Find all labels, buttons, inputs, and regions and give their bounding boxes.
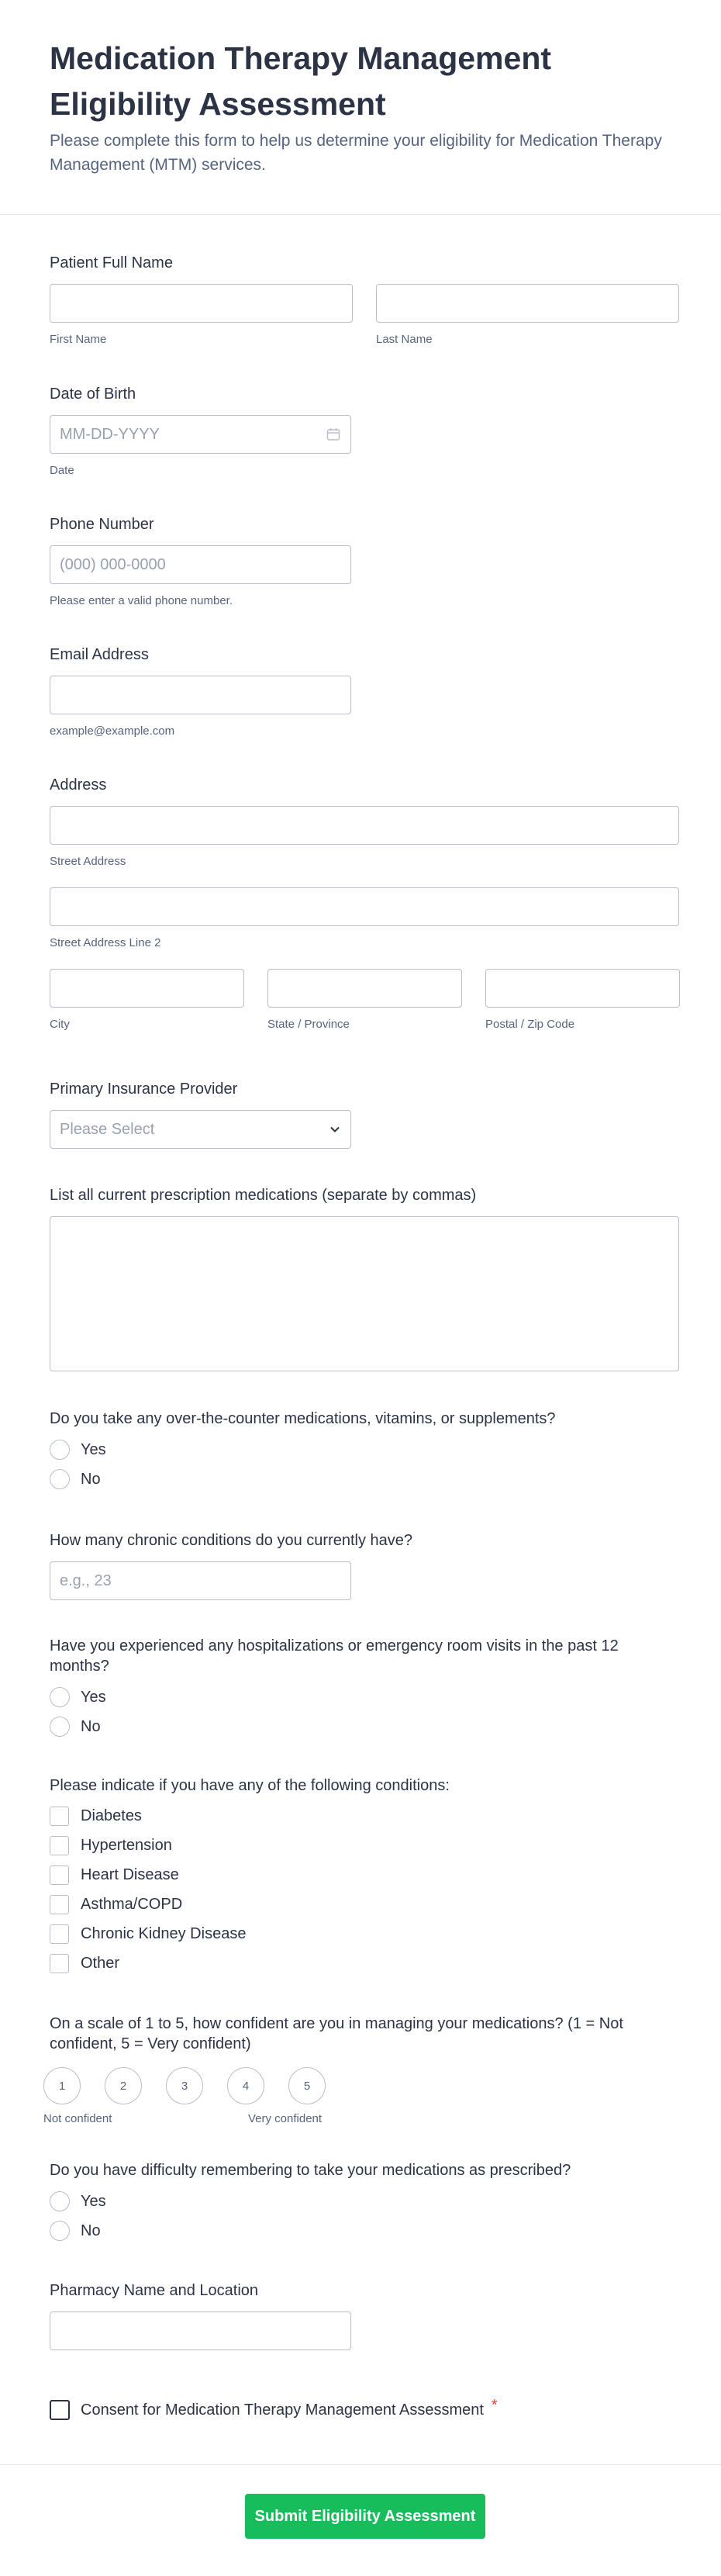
- form-header: [0, 0, 721, 215]
- scale-low-label: Not confident: [43, 2112, 112, 2125]
- hospitalization-label: Have you experienced any hospitalizations or emergency room visits in the past 12 months?: [50, 1637, 619, 1675]
- scale-option-3[interactable]: 3: [166, 2067, 203, 2104]
- radio-button[interactable]: [50, 1469, 70, 1489]
- city-input[interactable]: [50, 969, 244, 1008]
- email-field: [50, 645, 679, 738]
- footer-divider: [0, 2464, 721, 2465]
- radio-button[interactable]: [50, 1440, 70, 1460]
- conditions-field: [50, 1776, 679, 1978]
- street-address-input[interactable]: [50, 806, 679, 845]
- condition-option-ckd[interactable]: Chronic Kidney Disease: [50, 1919, 679, 1948]
- pharmacy-label: Pharmacy Name and Location: [50, 2282, 259, 2299]
- address-label: Address: [50, 776, 107, 794]
- radio-button[interactable]: [50, 1717, 70, 1737]
- submit-button[interactable]: Submit Eligibility Assessment: [245, 2494, 485, 2539]
- first-name-sublabel: First Name: [50, 333, 107, 346]
- scale-high-label: Very confident: [248, 2112, 323, 2125]
- hospitalization-option-yes[interactable]: Yes: [50, 1682, 679, 1712]
- pharmacy-input[interactable]: [50, 2311, 351, 2350]
- patient-name-field: [50, 253, 679, 347]
- checkbox[interactable]: [50, 1924, 69, 1944]
- adherence-option-no[interactable]: No: [50, 2216, 679, 2246]
- checkbox[interactable]: [50, 1865, 69, 1885]
- otc-option-no[interactable]: No: [50, 1464, 679, 1494]
- otc-label: Do you take any over-the-counter medications, vitamins, or supplements?: [50, 1410, 556, 1427]
- zip-input[interactable]: [485, 969, 680, 1008]
- phone-label: Phone Number: [50, 516, 154, 533]
- condition-option-diabetes[interactable]: Diabetes: [50, 1801, 679, 1831]
- condition-option-heart-disease[interactable]: Heart Disease: [50, 1860, 679, 1890]
- radio-button[interactable]: [50, 2221, 70, 2241]
- conditions-label: Please indicate if you have any of the following conditions:: [50, 1777, 450, 1794]
- chronic-count-field: [50, 1530, 679, 1600]
- insurance-field: [50, 1079, 679, 1149]
- confidence-field: [50, 2014, 679, 2054]
- state-sublabel: State / Province: [267, 1018, 350, 1031]
- dob-sublabel: Date: [50, 464, 74, 477]
- radio-button[interactable]: [50, 1687, 70, 1707]
- checkbox[interactable]: [50, 1895, 69, 1914]
- medications-label: List all current prescription medications (separate by commas): [50, 1187, 477, 1204]
- street-address-line2-sublabel: Street Address Line 2: [50, 936, 161, 949]
- street-address-sublabel: Street Address: [50, 855, 126, 868]
- condition-option-other[interactable]: Other: [50, 1948, 679, 1978]
- dob-field: [50, 384, 679, 478]
- medications-textarea[interactable]: [50, 1216, 679, 1371]
- scale-option-4[interactable]: 4: [227, 2067, 264, 2104]
- consent-field: [50, 2395, 679, 2425]
- email-input[interactable]: [50, 676, 351, 714]
- adherence-label: Do you have difficulty remembering to take your medications as prescribed?: [50, 2162, 571, 2179]
- medications-field: [50, 1185, 679, 1371]
- phone-sublabel: Please enter a valid phone number.: [50, 594, 233, 607]
- pharmacy-field: [50, 2280, 679, 2350]
- required-asterisk: *: [491, 2396, 498, 2414]
- phone-input[interactable]: [50, 545, 351, 584]
- dob-input[interactable]: [50, 415, 351, 454]
- checkbox[interactable]: [50, 1836, 69, 1855]
- checkbox[interactable]: [50, 1954, 69, 1973]
- hospitalization-field: [50, 1636, 679, 1741]
- email-sublabel: example@example.com: [50, 724, 175, 738]
- radio-button[interactable]: [50, 2191, 70, 2211]
- last-name-input[interactable]: [376, 284, 679, 323]
- adherence-field: [50, 2160, 679, 2246]
- form-subtitle: Please complete this form to help us determine your eligibility for Medication Therapy Management (MTM) services.: [50, 132, 662, 174]
- first-name-input[interactable]: [50, 284, 353, 323]
- consent-option[interactable]: [50, 2395, 679, 2425]
- condition-option-asthma-copd[interactable]: Asthma/COPD: [50, 1890, 679, 1919]
- scale-option-2[interactable]: 2: [105, 2067, 142, 2104]
- form-title: Medication Therapy Management Eligibility Assessment: [50, 40, 552, 122]
- calendar-icon[interactable]: [326, 427, 340, 441]
- insurance-select[interactable]: Please Select: [50, 1110, 351, 1149]
- checkbox[interactable]: [50, 1807, 69, 1826]
- otc-option-yes[interactable]: Yes: [50, 1435, 679, 1464]
- chronic-count-label: How many chronic conditions do you currently have?: [50, 1532, 413, 1549]
- chronic-count-input[interactable]: [50, 1561, 351, 1600]
- last-name-sublabel: Last Name: [376, 333, 433, 346]
- consent-label: Consent for Medication Therapy Management Assessment: [81, 2401, 484, 2419]
- patient-name-label: Patient Full Name: [50, 254, 173, 271]
- phone-field: [50, 514, 679, 608]
- scale-option-5[interactable]: 5: [288, 2067, 326, 2104]
- dob-label: Date of Birth: [50, 386, 136, 403]
- scale-option-1[interactable]: 1: [43, 2067, 81, 2104]
- street-address-line2-input[interactable]: [50, 887, 679, 926]
- consent-checkbox[interactable]: [50, 2400, 70, 2420]
- confidence-label: On a scale of 1 to 5, how confident are you in managing your medications? (1 = Not confident, 5 = Very confident): [50, 2015, 623, 2052]
- adherence-option-yes[interactable]: Yes: [50, 2187, 679, 2216]
- city-sublabel: City: [50, 1018, 70, 1031]
- state-input[interactable]: [267, 969, 462, 1008]
- zip-sublabel: Postal / Zip Code: [485, 1018, 575, 1031]
- condition-option-hypertension[interactable]: Hypertension: [50, 1831, 679, 1860]
- hospitalization-option-no[interactable]: No: [50, 1712, 679, 1741]
- address-field: [50, 775, 679, 1032]
- chevron-down-icon: [329, 1124, 340, 1135]
- confidence-scale: [43, 2067, 350, 2104]
- insurance-label: Primary Insurance Provider: [50, 1081, 238, 1098]
- email-label: Email Address: [50, 646, 149, 663]
- otc-field: [50, 1409, 679, 1494]
